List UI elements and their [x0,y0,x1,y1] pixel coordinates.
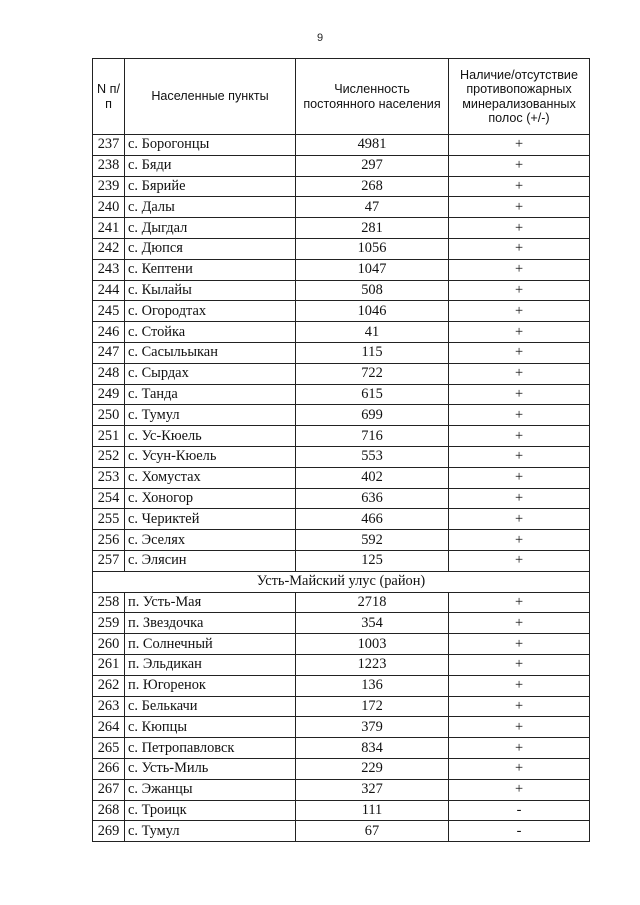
table-row [93,384,590,405]
population-value: 615 [296,384,449,405]
header-strips: Наличие/отсутствие противопожарных минерализованных полос (+/-) [449,59,590,135]
settlement-name: с. Тумул [125,405,296,426]
row-number: 261 [93,654,125,675]
strip-mark: + [449,342,590,363]
settlement-name: с. Далы [125,197,296,218]
strip-mark: + [449,550,590,571]
table-section [93,571,590,592]
settlement-name: с. Хомустах [125,467,296,488]
table-row [93,488,590,509]
row-number: 251 [93,426,125,447]
population-value: 466 [296,509,449,530]
strip-mark: + [449,530,590,551]
header-num: N п/п [93,59,125,135]
strip-mark: + [449,405,590,426]
population-value: 115 [296,342,449,363]
row-number: 266 [93,758,125,779]
table-row [93,550,590,571]
row-number: 256 [93,530,125,551]
population-value: 297 [296,155,449,176]
table-row [93,197,590,218]
row-number: 246 [93,322,125,343]
table-row [93,426,590,447]
population-value: 636 [296,488,449,509]
settlement-name: п. Солнечный [125,634,296,655]
row-number: 262 [93,675,125,696]
table-row [93,738,590,759]
population-value: 229 [296,758,449,779]
table-header [93,59,590,135]
population-value: 67 [296,821,449,842]
settlement-name: с. Бяди [125,155,296,176]
population-value: 47 [296,197,449,218]
header-name: Населенные пункты [125,59,296,135]
settlement-name: с. Огородтах [125,301,296,322]
row-number: 241 [93,218,125,239]
strip-mark: + [449,135,590,156]
strip-mark: + [449,301,590,322]
population-value: 1046 [296,301,449,322]
strip-mark: + [449,363,590,384]
settlement-name: с. Танда [125,384,296,405]
settlement-name: с. Петропавловск [125,738,296,759]
strip-mark: + [449,384,590,405]
population-value: 1223 [296,654,449,675]
row-number: 248 [93,363,125,384]
strip-mark: + [449,779,590,800]
row-number: 254 [93,488,125,509]
settlement-name: с. Элясин [125,550,296,571]
row-number: 238 [93,155,125,176]
table-row [93,322,590,343]
population-value: 136 [296,675,449,696]
table-row [93,821,590,842]
row-number: 265 [93,738,125,759]
section-title: Усть-Майский улус (район) [93,571,590,592]
row-number: 263 [93,696,125,717]
population-value: 2718 [296,592,449,613]
table-row [93,135,590,156]
table-row [93,280,590,301]
settlement-name: п. Эльдикан [125,654,296,675]
row-number: 253 [93,467,125,488]
settlement-name: с. Ус-Кюель [125,426,296,447]
settlement-name: п. Звездочка [125,613,296,634]
table-row [93,634,590,655]
table-row [93,467,590,488]
strip-mark: + [449,696,590,717]
strip-mark: - [449,821,590,842]
settlement-name: с. Сырдах [125,363,296,384]
settlement-name: с. Усть-Миль [125,758,296,779]
table-row [93,446,590,467]
table-body-bottom [93,592,590,842]
row-number: 243 [93,259,125,280]
settlement-name: с. Усун-Кюель [125,446,296,467]
population-value: 716 [296,426,449,447]
table-row [93,779,590,800]
population-value: 354 [296,613,449,634]
strip-mark: + [449,155,590,176]
population-value: 722 [296,363,449,384]
strip-mark: + [449,654,590,675]
population-value: 281 [296,218,449,239]
strip-mark: + [449,509,590,530]
strip-mark: + [449,322,590,343]
row-number: 244 [93,280,125,301]
strip-mark: + [449,592,590,613]
table-row [93,675,590,696]
strip-mark: + [449,238,590,259]
table-row [93,613,590,634]
row-number: 267 [93,779,125,800]
settlement-name: с. Хоногор [125,488,296,509]
settlements-table [92,58,590,842]
strip-mark: + [449,758,590,779]
strip-mark: - [449,800,590,821]
population-value: 41 [296,322,449,343]
table-row [93,363,590,384]
table-row [93,800,590,821]
settlement-name: с. Кептени [125,259,296,280]
population-value: 111 [296,800,449,821]
population-value: 379 [296,717,449,738]
settlement-name: с. Эселях [125,530,296,551]
population-value: 834 [296,738,449,759]
population-value: 172 [296,696,449,717]
strip-mark: + [449,280,590,301]
row-number: 269 [93,821,125,842]
table-row [93,259,590,280]
settlement-name: с. Кюпцы [125,717,296,738]
table-row [93,405,590,426]
table-body-top [93,135,590,572]
population-value: 268 [296,176,449,197]
row-number: 255 [93,509,125,530]
population-value: 699 [296,405,449,426]
table-row [93,717,590,738]
table-row [93,530,590,551]
row-number: 239 [93,176,125,197]
table-row [93,758,590,779]
settlement-name: с. Стойка [125,322,296,343]
settlement-name: с. Борогонцы [125,135,296,156]
row-number: 259 [93,613,125,634]
strip-mark: + [449,218,590,239]
row-number: 264 [93,717,125,738]
population-value: 1003 [296,634,449,655]
settlement-name: с. Бярийе [125,176,296,197]
row-number: 252 [93,446,125,467]
row-number: 250 [93,405,125,426]
population-value: 1047 [296,259,449,280]
settlement-name: с. Сасыльыкан [125,342,296,363]
table-row [93,301,590,322]
header-population: Численность постоянного населения [296,59,449,135]
table-row [93,155,590,176]
row-number: 249 [93,384,125,405]
table-row [93,342,590,363]
table-row [93,696,590,717]
strip-mark: + [449,259,590,280]
settlement-name: с. Тумул [125,821,296,842]
settlement-name: п. Югоренок [125,675,296,696]
strip-mark: + [449,717,590,738]
section-row [93,571,590,592]
strip-mark: + [449,675,590,696]
row-number: 247 [93,342,125,363]
population-value: 592 [296,530,449,551]
population-value: 553 [296,446,449,467]
strip-mark: + [449,176,590,197]
strip-mark: + [449,426,590,447]
row-number: 260 [93,634,125,655]
strip-mark: + [449,488,590,509]
settlement-name: с. Троицк [125,800,296,821]
table-row [93,654,590,675]
table-row [93,218,590,239]
row-number: 242 [93,238,125,259]
population-value: 4981 [296,135,449,156]
row-number: 258 [93,592,125,613]
population-value: 508 [296,280,449,301]
row-number: 268 [93,800,125,821]
strip-mark: + [449,613,590,634]
settlement-name: с. Дыгдал [125,218,296,239]
settlement-name: с. Чериктей [125,509,296,530]
strip-mark: + [449,634,590,655]
header-row [93,59,590,135]
strip-mark: + [449,446,590,467]
settlement-name: с. Кылайы [125,280,296,301]
table-row [93,238,590,259]
table-row [93,509,590,530]
strip-mark: + [449,197,590,218]
settlement-name: п. Усть-Мая [125,592,296,613]
strip-mark: + [449,467,590,488]
table-row [93,176,590,197]
table-row [93,592,590,613]
population-value: 1056 [296,238,449,259]
strip-mark: + [449,738,590,759]
settlement-name: с. Белькачи [125,696,296,717]
row-number: 245 [93,301,125,322]
population-value: 327 [296,779,449,800]
settlement-name: с. Дюпся [125,238,296,259]
population-value: 125 [296,550,449,571]
row-number: 257 [93,550,125,571]
row-number: 240 [93,197,125,218]
page-number: 9 [316,32,324,44]
row-number: 237 [93,135,125,156]
settlement-name: с. Эжанцы [125,779,296,800]
population-value: 402 [296,467,449,488]
